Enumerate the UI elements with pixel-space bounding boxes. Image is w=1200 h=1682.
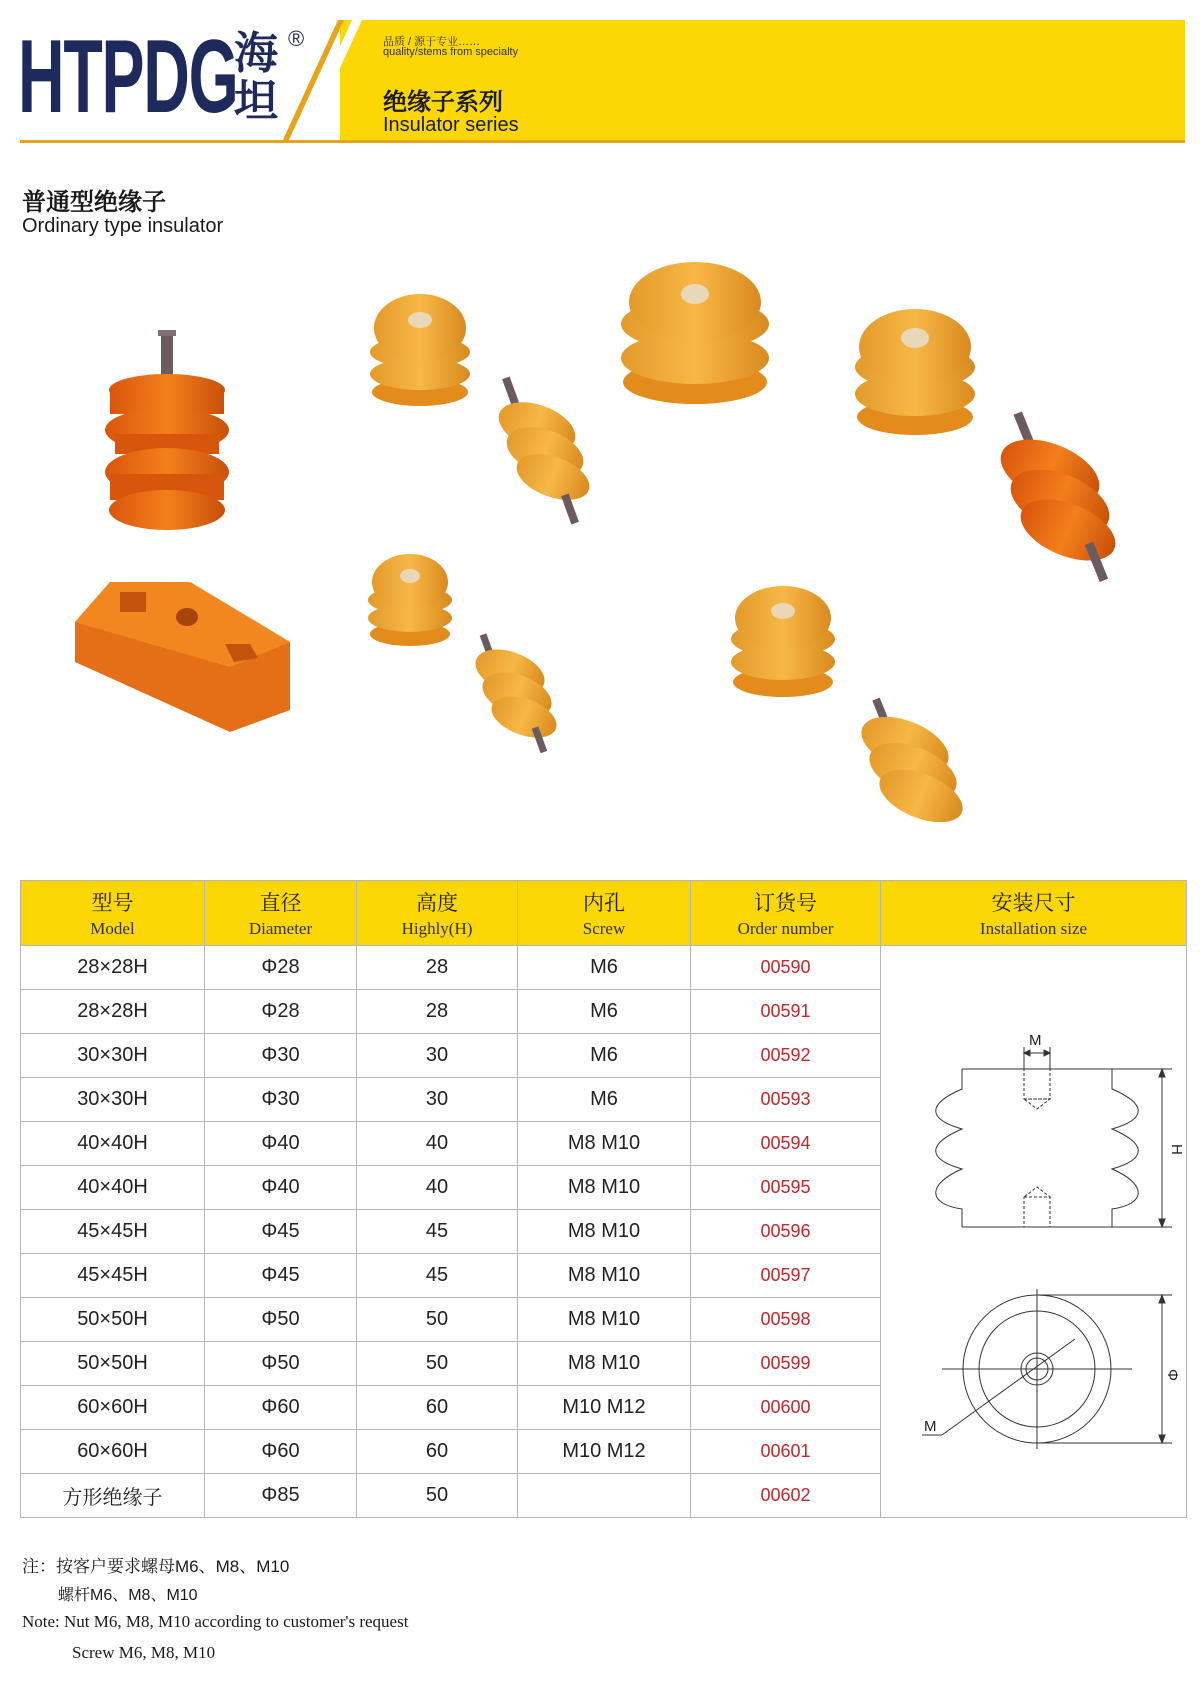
cell-model: 45×45H — [21, 1210, 205, 1254]
cell-model: 60×60H — [21, 1386, 205, 1430]
cell-diameter: Φ40 — [205, 1122, 357, 1166]
insulator-bolted-right — [991, 411, 1124, 582]
cell-model: 30×30H — [21, 1034, 205, 1078]
label-h: H — [1167, 1143, 1185, 1155]
cell-diameter: Φ85 — [205, 1474, 357, 1518]
label-m-top: M — [1028, 1031, 1041, 1049]
table-header-row — [21, 881, 1187, 946]
insulator-stack-medium-right — [855, 309, 975, 435]
cell-diameter: Φ45 — [205, 1210, 357, 1254]
cell-height: 28 — [357, 990, 518, 1034]
cell-order: 00592 — [691, 1034, 881, 1078]
insulator-bolted-small-2 — [469, 633, 562, 753]
note-en-line2: Screw M6, M8, M10 — [72, 1643, 216, 1662]
cell-model: 50×50H — [21, 1298, 205, 1342]
label-phi: Φ — [1163, 1368, 1181, 1381]
series-title-chinese: 绝缘子系列 — [383, 89, 503, 116]
cell-model: 28×28H — [21, 946, 205, 990]
cell-height: 50 — [357, 1298, 518, 1342]
header-height: 高度 Highly(H) — [357, 881, 518, 946]
installation-diagram-cell — [881, 946, 1187, 1518]
header-screw: 内孔 Screw — [518, 881, 691, 946]
insulator-stack-medium-2 — [731, 586, 835, 697]
page-header — [0, 0, 1200, 150]
insulator-stack-medium-1 — [370, 294, 470, 406]
insulator-bolted-medium — [853, 698, 970, 822]
cell-height: 30 — [357, 1078, 518, 1122]
cell-screw: M8 M10 — [518, 1342, 691, 1386]
section-title-english: Ordinary type insulator — [22, 215, 224, 237]
cell-height: 50 — [357, 1474, 518, 1518]
cell-order: 00598 — [691, 1298, 881, 1342]
tagline-english: quality/stems from specialty — [383, 46, 519, 58]
insulator-with-bolt-large — [105, 330, 229, 530]
cell-height: 40 — [357, 1166, 518, 1210]
section-title-chinese: 普通型绝缘子 — [22, 189, 166, 216]
cell-diameter: Φ28 — [205, 946, 357, 990]
cell-order: 00596 — [691, 1210, 881, 1254]
cell-screw: M10 M12 — [518, 1430, 691, 1474]
cell-model: 40×40H — [21, 1166, 205, 1210]
cell-order: 00597 — [691, 1254, 881, 1298]
cell-screw: M8 M10 — [518, 1166, 691, 1210]
cell-height: 30 — [357, 1034, 518, 1078]
cell-diameter: Φ50 — [205, 1298, 357, 1342]
insulator-stack-small — [368, 554, 452, 646]
square-insulator-block — [75, 582, 290, 732]
cell-diameter: Φ45 — [205, 1254, 357, 1298]
header-slash-decoration — [282, 20, 362, 142]
insulator-bolted-small-1 — [492, 377, 596, 525]
top-view-drawing — [922, 1289, 1172, 1449]
header-installation-size: 安装尺寸 Installation size — [881, 881, 1187, 946]
cell-diameter: Φ60 — [205, 1430, 357, 1474]
cell-order: 00599 — [691, 1342, 881, 1386]
cell-model: 方形绝缘子 — [21, 1474, 205, 1518]
cell-height: 50 — [357, 1342, 518, 1386]
cell-screw: M6 — [518, 1078, 691, 1122]
cell-model: 40×40H — [21, 1122, 205, 1166]
header-diameter: 直径 Diameter — [205, 881, 357, 946]
cell-height: 45 — [357, 1254, 518, 1298]
header-model: 型号 Model — [21, 881, 205, 946]
cell-screw: M6 — [518, 946, 691, 990]
cell-order: 00594 — [691, 1122, 881, 1166]
cell-diameter: Φ28 — [205, 990, 357, 1034]
logo-chinese: 海坦 — [234, 29, 278, 126]
cell-screw: M6 — [518, 990, 691, 1034]
cell-model: 30×30H — [21, 1078, 205, 1122]
table-row — [21, 946, 1187, 990]
cell-height: 60 — [357, 1386, 518, 1430]
cell-screw: M8 M10 — [518, 1210, 691, 1254]
cell-diameter: Φ30 — [205, 1078, 357, 1122]
registered-mark: ® — [288, 26, 305, 51]
cell-screw: M8 M10 — [518, 1122, 691, 1166]
cell-order: 00600 — [691, 1386, 881, 1430]
cell-screw — [518, 1474, 691, 1518]
label-m-bottom: M — [923, 1417, 936, 1435]
product-photos — [0, 262, 1200, 822]
cell-height: 60 — [357, 1430, 518, 1474]
tagline-chinese: 品质 / 源于专业…… — [383, 36, 481, 48]
header-order-number: 订货号 Order number — [691, 881, 881, 946]
logo-wordmark: HTPDG — [18, 19, 238, 135]
cell-model: 60×60H — [21, 1430, 205, 1474]
note-cn-line2: 螺杆M6、M8、M10 — [58, 1587, 198, 1604]
header-divider — [20, 140, 1185, 143]
cell-order: 00602 — [691, 1474, 881, 1518]
cell-model: 28×28H — [21, 990, 205, 1034]
cell-height: 45 — [357, 1210, 518, 1254]
insulator-stack-large-center — [621, 262, 769, 404]
spec-table-wrapper — [20, 880, 1186, 1518]
cell-order: 00590 — [691, 946, 881, 990]
note-cn-line1: 注：按客户要求螺母M6、M8、M10 — [22, 1557, 290, 1576]
cell-diameter: Φ50 — [205, 1342, 357, 1386]
cell-screw: M8 M10 — [518, 1254, 691, 1298]
cell-height: 28 — [357, 946, 518, 990]
cell-screw: M10 M12 — [518, 1386, 691, 1430]
cell-height: 40 — [357, 1122, 518, 1166]
side-view-drawing — [935, 1047, 1171, 1227]
cell-model: 50×50H — [21, 1342, 205, 1386]
cell-order: 00595 — [691, 1166, 881, 1210]
cell-order: 00601 — [691, 1430, 881, 1474]
cell-screw: M8 M10 — [518, 1298, 691, 1342]
cell-diameter: Φ30 — [205, 1034, 357, 1078]
installation-diagram — [882, 969, 1186, 1489]
cell-diameter: Φ60 — [205, 1386, 357, 1430]
cell-model: 45×45H — [21, 1254, 205, 1298]
spec-table — [20, 880, 1187, 1518]
cell-screw: M6 — [518, 1034, 691, 1078]
series-title-english: Insulator series — [383, 114, 519, 136]
cell-diameter: Φ40 — [205, 1166, 357, 1210]
note-en-line1: Note: Nut M6, M8, M10 according to customer's request — [22, 1612, 409, 1631]
cell-order: 00593 — [691, 1078, 881, 1122]
cell-order: 00591 — [691, 990, 881, 1034]
